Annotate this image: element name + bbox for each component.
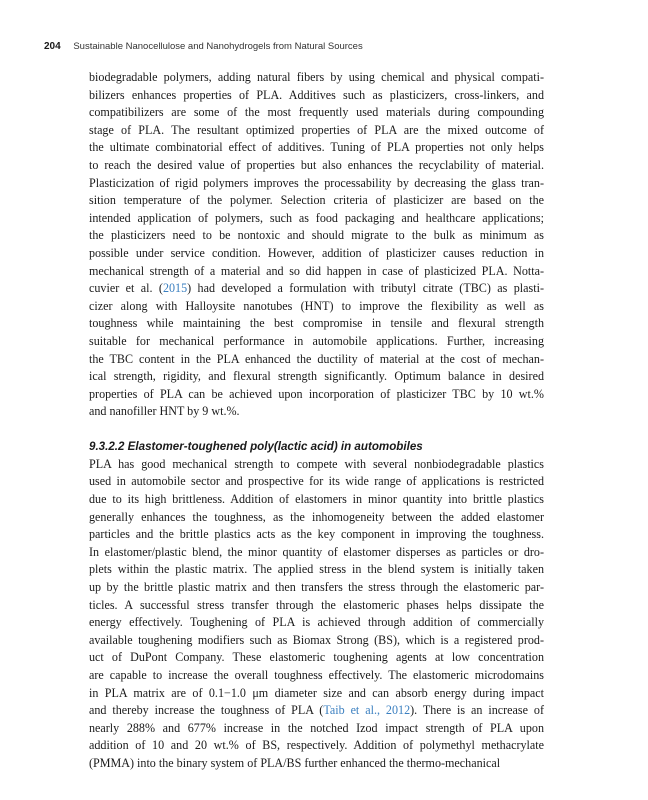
running-head	[44, 40, 604, 54]
text-line: (PMMA) into the binary system of PLA/BS further enhanced the thermo-mechanical	[89, 755, 501, 770]
text-line: biodegradable polymers, adding natural fibers by using chemical and physical compati-	[89, 70, 544, 84]
text-line: and nanofiller HNT by 9 wt.%.	[89, 404, 240, 419]
text-line: properties of PLA can be achieved upon incorporation of plasticizer TBC by 10 wt.%	[89, 386, 544, 401]
page-number: 204	[44, 41, 61, 52]
paragraph	[89, 69, 544, 421]
section-heading: 9.3.2.2 Elastomer-toughened poly(lactic acid) in automobiles	[89, 439, 423, 453]
text-line: uct of DuPont Company. These elastomeric toughening agents at low concentration	[89, 650, 544, 665]
text-line: are capable to increase the overall toughness effectively. The elastomeric microdomains	[89, 668, 544, 682]
text-line: up by the brittle plastic matrix and then transfers the stress through the elastomeric par-	[89, 580, 544, 595]
body-text	[89, 69, 544, 773]
text-line: mechanical strength of a material and so did happen in case of plasticized PLA. Notta-	[89, 263, 544, 278]
text-line: compatibilizers are some of the most frequently used materials during compounding	[89, 105, 544, 120]
text-line: In elastomer/plastic blend, the minor quantity of elastomer disperses as particles or dro-	[89, 544, 544, 559]
text-line: intended application of polymers, such as food packaging and healthcare applications;	[89, 210, 544, 225]
text-line: bilizers enhances properties of PLA. Additives such as plasticizers, cross-linkers, and	[89, 87, 544, 102]
text-line: nearly 288% and 677% increase in the notched Izod impact strength of PLA upon	[89, 720, 544, 735]
text-line: PLA has good mechanical strength to compete with several nonbiodegradable plastics	[89, 456, 544, 471]
text-line: the TBC content in the PLA enhanced the ductility of material at the cost of mechan-	[89, 351, 544, 366]
text-line: due to its high brittleness. Addition of elastomers in minor quantity into brittle plastics	[89, 492, 544, 507]
text-line: ticles. A successful stress transfer through the elastomeric phases helps dissipate the	[89, 597, 544, 612]
text-line: in PLA matrix are of 0.1−1.0 μm diameter size and can absorb energy during impact	[89, 685, 544, 700]
text-line: toughness while maintaining the best compromise in tensile and flexural strength	[89, 316, 544, 331]
text-line: stage of PLA. The resultant optimized properties of PLA are the mixed outcome of	[89, 122, 544, 137]
citation-link[interactable]: Taib et al., 2012	[323, 703, 411, 718]
book-title: Sustainable Nanocellulose and Nanohydrogels from Natural Sources	[73, 41, 363, 52]
text-fragment: ) had developed a formulation with tributyl citrate (TBC) as plasti-	[187, 281, 544, 296]
text-line: generally enhances the toughness, as the inhomogeneity between the added elastomer	[89, 509, 544, 524]
text-line: plets within the plastic matrix. The applied stress in the blend system is initially taken	[89, 562, 544, 577]
text-line: the plasticizers need to be nontoxic and should migrate to the bulk as minimum as	[89, 228, 544, 243]
text-line: possible under service condition. However, addition of plasticizer causes reduction in	[89, 245, 544, 260]
text-line: available toughening modifiers such as Biomax Strong (BS), which is a registered prod-	[89, 632, 544, 647]
text-line: the ultimate combinatorial effect of additives. Tuning of PLA properties not only helps	[89, 140, 544, 155]
text-line: energy effectively. Toughening of PLA is achieved through addition of commercially	[89, 615, 544, 630]
text-fragment: and thereby increase the toughness of PLA (	[89, 703, 324, 718]
text-line: cizer along with Halloysite nanotubes (HNT) to improve the flexibility as well as	[89, 298, 544, 313]
citation-link[interactable]: 2015	[162, 281, 188, 296]
text-line: ical strength, rigidity, and flexural strength significantly. Optimum balance in desired	[89, 369, 544, 384]
text-line: sition temperature of the polymer. Selection criteria of plasticizer are based on the	[89, 193, 544, 208]
text-line: particles and the brittle plastics acts as the key component in improving the toughness.	[89, 527, 544, 542]
paragraph	[89, 456, 544, 773]
text-line: to reach the desired value of properties but also enhances the recyclability of material.	[89, 157, 544, 172]
text-fragment: cuvier et al. (	[89, 281, 163, 296]
text-line: used in automobile sector and prospective for its wide range of applications is restricted	[89, 474, 544, 489]
text-line: Plasticization of rigid polymers improves the processability by decreasing the glass tran-	[89, 175, 544, 190]
text-line: addition of 10 and 20 wt.% of BS, respectively. Addition of polymethyl methacrylate	[89, 738, 544, 753]
text-line	[89, 702, 544, 720]
text-line	[89, 280, 544, 298]
text-fragment: ). There is an increase of	[410, 703, 544, 718]
text-line: suitable for mechanical performance in automobile applications. Further, increasing	[89, 333, 544, 348]
